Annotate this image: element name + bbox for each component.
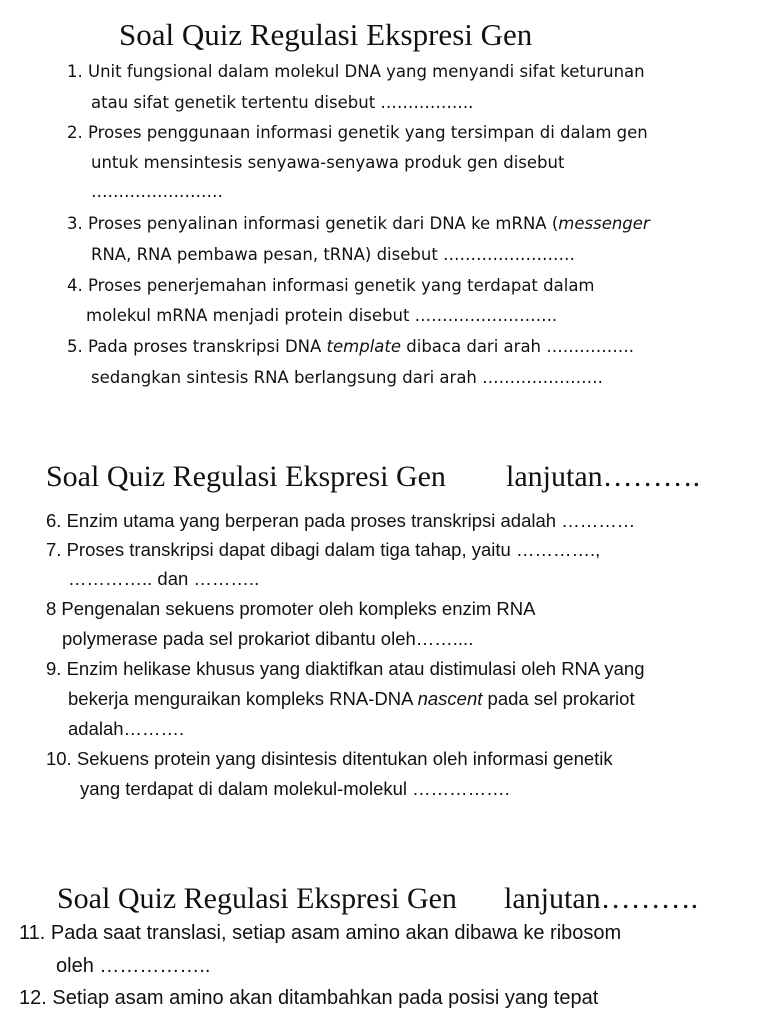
question-10-line-1: 10. Sekuens protein yang disintesis ditentukan oleh informasi genetik [46,748,613,769]
question-5-line-1 [67,337,634,356]
question-5-line-2: sedangkan sintesis RNA berlangsung dari arah …………………. [91,368,603,387]
question-1-line-1: 1. Unit fungsional dalam molekul DNA yang menyandi sifat keturunan [67,62,645,81]
question-5-italic-term: template [326,337,402,356]
question-2-line-1: 2. Proses penggunaan informasi genetik yang tersimpan di dalam gen [67,123,648,142]
question-3-italic-term: messenger [558,214,650,233]
question-3-line-1 [67,214,650,233]
question-8-line-1: 8 Pengenalan sekuens promoter oleh kompleks enzim RNA [46,598,536,619]
question-11-line-2: oleh …………….. [56,955,211,977]
question-4-line-2: molekul mRNA menjadi protein disebut …………………….. [86,306,558,325]
question-11-line-1: 11. Pada saat translasi, setiap asam amino akan dibawa ke ribosom [19,922,622,944]
question-2-line-3: …………………… [91,182,223,201]
section-2-continuation: lanjutan………. [506,460,701,493]
question-9-text-end: pada sel prokariot [482,688,635,709]
question-9-line-1: 9. Enzim helikase khusus yang diaktifkan atau distimulasi oleh RNA yang [46,658,645,679]
question-7-line-1: 7. Proses transkripsi dapat dibagi dalam tiga tahap, yaitu …………., [46,539,601,560]
question-7-line-2: ………….. dan ……….. [68,568,260,589]
section-2-title: Soal Quiz Regulasi Ekspresi Gen [46,460,446,493]
question-9-text: bekerja menguraikan kompleks RNA-DNA [68,688,418,709]
question-8-line-2: polymerase pada sel prokariot dibantu oleh…….... [62,628,474,649]
question-2-line-2: untuk mensintesis senyawa-senyawa produk gen disebut [91,153,565,172]
section-1-title: Soal Quiz Regulasi Ekspresi Gen [119,17,533,52]
question-1-line-2: atau sifat genetik tertentu disebut …………….. [91,93,474,112]
question-4-line-1: 4. Proses penerjemahan informasi genetik yang terdapat dalam [67,276,595,295]
question-3-text: 3. Proses penyalinan informasi genetik dari DNA ke mRNA ( [67,214,559,233]
question-3-line-2: RNA, RNA pembawa pesan, tRNA) disebut …………………… [91,245,576,264]
question-6-line-1: 6. Enzim utama yang berperan pada proses transkripsi adalah ………… [46,510,636,531]
question-10-line-2: yang terdapat di dalam molekul-molekul ……………. [80,778,510,799]
question-5-text-end: dibaca dari arah ……………. [401,337,634,356]
section-3-continuation: lanjutan………. [504,882,699,915]
question-9-line-2 [68,688,635,710]
question-5-text: 5. Pada proses transkripsi DNA [67,337,327,356]
section-3-title: Soal Quiz Regulasi Ekspresi Gen [57,882,457,915]
question-12-line-1: 12. Setiap asam amino akan ditambahkan pada posisi yang tepat [19,987,599,1009]
question-9-line-3: adalah………. [68,718,185,739]
question-9-italic-term: nascent [417,688,483,709]
